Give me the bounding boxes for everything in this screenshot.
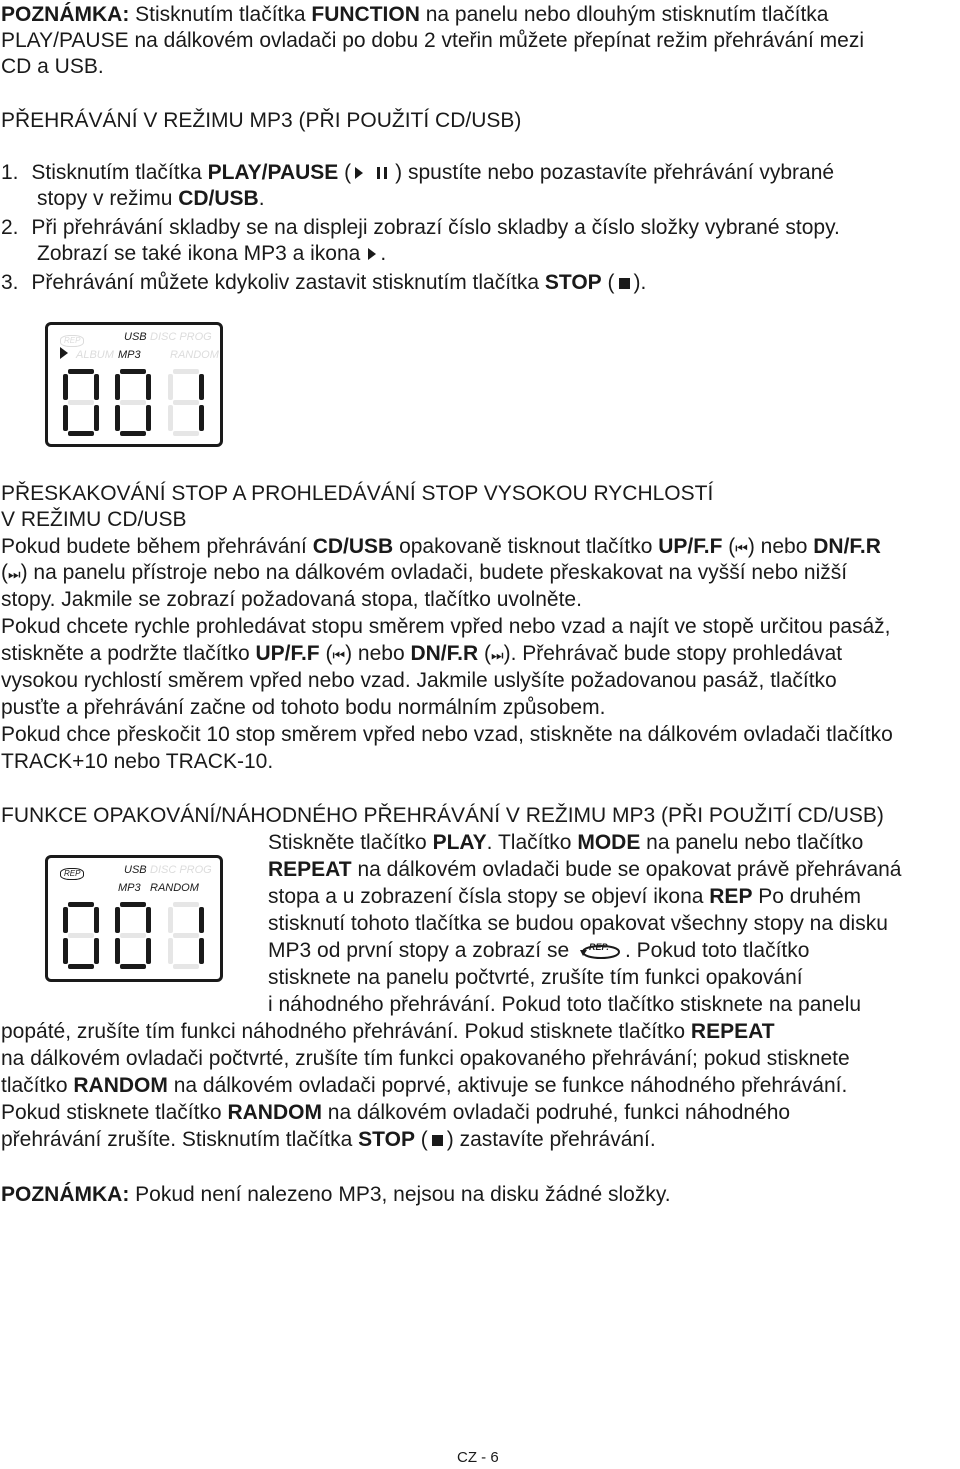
note-label: POZNÁMKA: [1,1183,130,1206]
album-indicator: ALBUM [76,349,114,361]
usb-indicator: USB [124,864,147,876]
pause-icon [377,167,387,179]
bold-text: DN/F.R [813,535,881,558]
paragraph-line: vysokou rychlostí směrem vpřed nebo vzad. Jakmile uslyšíte požadovanou pasáž, tlačítko [1,669,837,692]
section-heading: FUNKCE OPAKOVÁNÍ/NÁHODNÉHO PŘEHRÁVÁNÍ V REŽIMU MP3 (PŘI POUŽITÍ CD/USB) [1,804,884,827]
text: ) spustíte nebo pozastavíte přehrávání vybrané [395,161,835,184]
bold-text: DN/F.R [410,642,479,665]
paragraph-line [1,1127,656,1153]
bold-text: STOP [358,1128,415,1151]
segment [199,405,204,431]
text: Pokud stisknete tlačítko [1,1101,228,1124]
segment [68,400,94,405]
segment [68,902,94,907]
play-indicator-icon [60,347,68,359]
bold-text: UP/F.F [658,535,723,558]
segment [120,902,146,907]
bold-text: CD/USB [312,535,394,558]
text: tlačítko [1,1074,74,1097]
skip-forward-icon: ⏭ [8,566,21,582]
text: Přehrávání můžete kdykoliv zastavit stisknutím tlačítka [31,271,545,294]
bold-text: REPEAT [268,858,352,881]
segment [63,938,68,964]
segment [173,933,199,938]
text: . [258,187,265,210]
segment [173,964,199,969]
note-line-2: PLAY/PAUSE na dálkovém ovladači po dobu 2 vteřin můžete přepínat režim přehrávání mezi [1,29,864,52]
note-label: POZNÁMKA: [1,3,130,26]
segment [115,938,120,964]
paragraph-line: stisknutí tohoto tlačítka se budou opakovat všechny stopy na disku [268,912,888,935]
random-indicator: RANDOM [170,349,219,361]
segment [63,405,68,431]
paragraph-line [268,884,861,910]
bold-text: PLAY/PAUSE [207,161,339,184]
text: Pokud není nalezeno MP3, nejsou na disku žádné složky. [129,1183,671,1206]
repeat-all-icon [579,940,623,962]
skip-back-icon: ⏮ [332,647,346,663]
text: ( [722,535,736,558]
segment [115,405,120,431]
segment [146,374,151,400]
paragraph-line [268,938,809,964]
segment [168,405,173,431]
mp3-indicator: MP3 [118,349,141,361]
paragraph-line [268,857,901,883]
segment [120,964,146,969]
segment [94,405,99,431]
bold-text: REP [709,885,753,908]
segment [199,374,204,400]
paragraph-line [1,534,881,561]
list-item [1,215,840,241]
text: ( [1,561,8,584]
usb-indicator: USB [124,331,147,343]
text: Po druhém [752,885,862,908]
text: Zobrazí se také ikona MP3 a ikona [37,242,361,265]
text: ). [633,271,647,294]
bold-text: UP/F.F [255,642,320,665]
text: ( [478,642,491,665]
stop-icon [619,278,630,289]
text: přehrávání zrušíte. Stisknutím tlačítka [1,1128,359,1151]
page-number: CZ - 6 [457,1449,499,1466]
text: MP3 od první stopy a zobrazí se [268,939,570,962]
bold-text: STOP [544,271,602,294]
segment [146,907,151,933]
segment [146,938,151,964]
segment [199,907,204,933]
text: na dálkovém ovladači podruhé, funkci náhodného [321,1101,791,1124]
list-number: 3. [1,271,19,294]
play-icon [355,167,363,179]
text: Stisknutím tlačítka [129,3,312,26]
section-heading: PŘEHRÁVÁNÍ V REŽIMU MP3 (PŘI POUŽITÍ CD/USB) [1,109,522,132]
bold-text: RANDOM [227,1101,322,1124]
segment [115,907,120,933]
text: . Pokud toto tlačítko [625,939,810,962]
segment [168,938,173,964]
paragraph-line: stopy. Jakmile se zobrazí požadovaná stopa, tlačítko uvolněte. [1,588,582,611]
paragraph-line: na dálkovém ovladači počtvrté, zrušíte tím funkci opakovaného přehrávání; pokud stisknete [1,1047,850,1070]
skip-forward-icon: ⏭ [490,647,504,663]
skip-back-icon: ⏮ [735,540,748,556]
play-icon [368,248,376,260]
segment [173,369,199,374]
text: ) na panelu přístroje nebo na dálkovém ovladači, budete přeskakovat na vyšší nebo nižší [20,561,848,584]
text: ( [414,1128,428,1151]
bold-text: CD/USB [178,187,259,210]
bold-text: MODE [577,831,641,854]
list-item-line-2 [37,186,265,212]
rep-indicator: REP [60,868,84,880]
paragraph-line: i náhodného přehrávání. Pokud toto tlačítko stisknete na panelu [268,993,862,1016]
segment [63,374,68,400]
paragraph-line: Pokud chce přeskočit 10 stop směrem vpřed nebo vzad, stiskněte na dálkovém ovladači tlačítko [1,723,893,746]
segment [168,374,173,400]
section-heading-line-2: V REŽIMU CD/USB [1,508,187,531]
text: . [380,242,387,265]
mp3-indicator: MP3 [118,882,141,894]
bold-text: PLAY [432,831,487,854]
bold-text: FUNCTION [311,3,420,26]
text: ). Přehrávač bude stopy prohledávat [503,642,843,665]
segment [68,964,94,969]
note-line-3: CD a USB. [1,55,104,78]
bold-text: RANDOM [73,1074,168,1097]
lcd-display-illustration [45,322,223,447]
segment [168,907,173,933]
segment [173,431,199,436]
segment [68,933,94,938]
segment [173,902,199,907]
digits-001 [48,363,220,441]
segment [120,431,146,436]
list-number: 1. [1,161,19,184]
paragraph-line [1,560,847,587]
segment [146,405,151,431]
digits-001 [48,896,220,976]
list-item [1,160,834,186]
segment [68,369,94,374]
paragraph-line: TRACK+10 nebo TRACK-10. [1,750,274,773]
text: ) zastavíte přehrávání. [446,1128,656,1151]
segment [120,400,146,405]
text: ( [319,642,333,665]
paragraph-line [268,830,863,856]
bold-text: REPEAT [690,1020,775,1043]
segment [199,938,204,964]
paragraph-line [1,641,842,668]
segment [120,933,146,938]
text: na panelu nebo dlouhým stisknutím tlačítka [419,3,829,26]
paragraph-line [1,1019,775,1045]
segment [94,374,99,400]
list-number: 2. [1,216,19,239]
text: ( [601,271,615,294]
paragraph-line: stisknete na panelu počtvrté, zrušíte tím funkci opakování [268,966,803,989]
segment [68,431,94,436]
segment [115,374,120,400]
list-item-line-2 [37,241,386,267]
paragraph-line: pusťte a přehrávání začne od tohoto bodu normálním způsobem. [1,696,606,719]
disc-prog-indicator: DISC PROG [150,864,212,876]
text: Při přehrávání skladby se na displeji zobrazí číslo skladby a číslo složky vybrané stopy. [31,216,840,239]
rep-icon-label: REP. [589,942,609,953]
text: popáté, zrušíte tím funkci náhodného přehrávání. Pokud stisknete tlačítko [1,1020,691,1043]
rep-indicator: REP [60,335,84,347]
stop-icon [432,1135,443,1146]
text: stopa a u zobrazení čísla stopy se objeví ikona [268,885,710,908]
text: . Tlačítko [486,831,578,854]
paragraph-line [1,1073,847,1099]
note-paragraph [1,1182,671,1208]
text: na dálkovém ovladači poprvé, aktivuje se funkce náhodného přehrávání. [167,1074,848,1097]
text: Stiskněte tlačítko [268,831,433,854]
segment [120,369,146,374]
text: ) nebo [345,642,411,665]
lcd-display-illustration [45,855,223,982]
text: Stisknutím tlačítka [31,161,208,184]
segment [94,938,99,964]
list-item [1,270,646,296]
text: Pokud budete během přehrávání [1,535,313,558]
text: stopy v režimu [37,187,179,210]
segment [63,907,68,933]
segment [94,907,99,933]
segment [173,400,199,405]
text: opakovaně tisknout tlačítko [393,535,659,558]
paragraph-line: Pokud chcete rychle prohledávat stopu směrem vpřed nebo vzad a najít ve stopě určitou pasáž, [1,615,891,638]
note-paragraph [1,2,828,28]
text: ) nebo [747,535,814,558]
text: stiskněte a podržte tlačítko [1,642,256,665]
section-heading: PŘESKAKOVÁNÍ STOP A PROHLEDÁVÁNÍ STOP VYSOKOU RYCHLOSTÍ [1,482,714,505]
paragraph-line [1,1100,790,1126]
text: ( [338,161,352,184]
text: na panelu nebo tlačítko [640,831,864,854]
random-indicator: RANDOM [150,882,199,894]
text: na dálkovém ovladači bude se opakovat právě přehrávaná [351,858,902,881]
disc-prog-indicator: DISC PROG [150,331,212,343]
